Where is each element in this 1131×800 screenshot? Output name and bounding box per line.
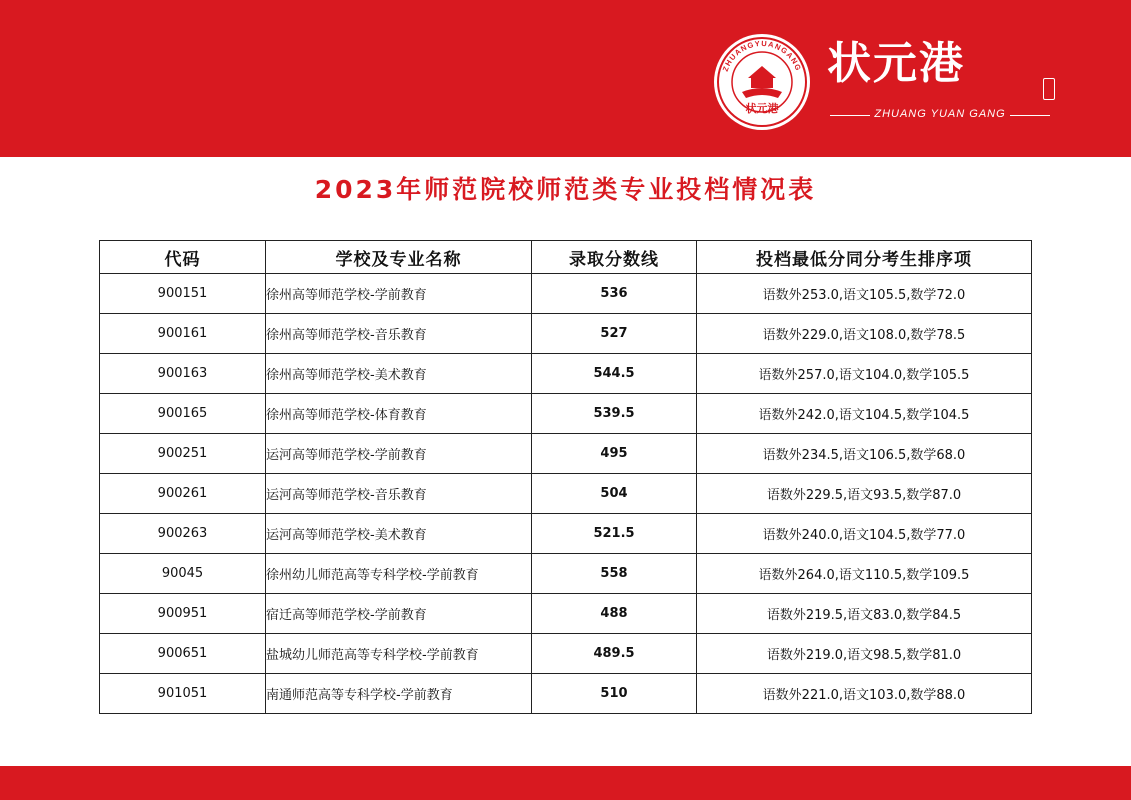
table-row xyxy=(100,514,1032,554)
brand-logo xyxy=(712,32,1072,132)
table-row xyxy=(100,274,1032,314)
cell-name: 南通师范高等专科学校-学前教育 xyxy=(266,674,532,714)
cell-code: 900261 xyxy=(100,474,266,514)
cell-code: 900161 xyxy=(100,314,266,354)
cell-name: 运河高等师范学校-学前教育 xyxy=(266,434,532,474)
cell-score: 510 xyxy=(532,674,697,714)
cell-rank: 语数外221.0,语文103.0,数学88.0 xyxy=(697,674,1032,714)
cell-score: 558 xyxy=(532,554,697,594)
cell-rank: 语数外229.0,语文108.0,数学78.5 xyxy=(697,314,1032,354)
header-code: 代码 xyxy=(100,241,266,274)
cell-name: 盐城幼儿师范高等专科学校-学前教育 xyxy=(266,634,532,674)
seal-name: 状元港 xyxy=(745,102,779,115)
cell-rank: 语数外240.0,语文104.5,数学77.0 xyxy=(697,514,1032,554)
cell-code: 901051 xyxy=(100,674,266,714)
table-row xyxy=(100,554,1032,594)
table-row xyxy=(100,354,1032,394)
cell-name: 运河高等师范学校-音乐教育 xyxy=(266,474,532,514)
table-row xyxy=(100,594,1032,634)
cell-rank: 语数外264.0,语文110.5,数学109.5 xyxy=(697,554,1032,594)
admission-table xyxy=(99,240,1032,714)
brand-name: 状元港 xyxy=(827,38,965,89)
table-row xyxy=(100,674,1032,714)
table-row xyxy=(100,394,1032,434)
cell-name: 徐州幼儿师范高等专科学校-学前教育 xyxy=(266,554,532,594)
cell-code: 90045 xyxy=(100,554,266,594)
table-row xyxy=(100,314,1032,354)
footer-band xyxy=(0,766,1131,800)
cell-rank: 语数外253.0,语文105.5,数学72.0 xyxy=(697,274,1032,314)
table-row xyxy=(100,634,1032,674)
brand-tag-icon xyxy=(1043,78,1055,100)
header-score: 录取分数线 xyxy=(532,241,697,274)
cell-name: 徐州高等师范学校-音乐教育 xyxy=(266,314,532,354)
cell-rank: 语数外234.5,语文106.5,数学68.0 xyxy=(697,434,1032,474)
cell-code: 900251 xyxy=(100,434,266,474)
cell-code: 900951 xyxy=(100,594,266,634)
cell-score: 488 xyxy=(532,594,697,634)
cell-name: 宿迁高等师范学校-学前教育 xyxy=(266,594,532,634)
table-row xyxy=(100,474,1032,514)
cell-name: 徐州高等师范学校-学前教育 xyxy=(266,274,532,314)
cell-score: 495 xyxy=(532,434,697,474)
header-rank: 投档最低分同分考生排序项 xyxy=(697,241,1032,274)
cell-code: 900165 xyxy=(100,394,266,434)
cell-score: 536 xyxy=(532,274,697,314)
cell-code: 900651 xyxy=(100,634,266,674)
cell-rank: 语数外219.5,语文83.0,数学84.5 xyxy=(697,594,1032,634)
cell-score: 521.5 xyxy=(532,514,697,554)
page-title: 2023年师范院校师范类专业投档情况表 xyxy=(314,175,817,204)
cell-rank: 语数外219.0,语文98.5,数学81.0 xyxy=(697,634,1032,674)
table-header-row xyxy=(100,241,1032,274)
cell-score: 539.5 xyxy=(532,394,697,434)
cell-rank: 语数外257.0,语文104.0,数学105.5 xyxy=(697,354,1032,394)
brand-pinyin: ZHUANG YUAN GANG xyxy=(830,108,1050,120)
seal-ring-text: ZHUANGYUANGANG xyxy=(720,38,804,73)
seal-icon xyxy=(712,32,812,132)
cell-code: 900151 xyxy=(100,274,266,314)
cell-score: 504 xyxy=(532,474,697,514)
table-row xyxy=(100,434,1032,474)
cell-name: 徐州高等师范学校-体育教育 xyxy=(266,394,532,434)
cell-code: 900263 xyxy=(100,514,266,554)
cell-score: 544.5 xyxy=(532,354,697,394)
cell-name: 运河高等师范学校-美术教育 xyxy=(266,514,532,554)
cell-score: 489.5 xyxy=(532,634,697,674)
cell-score: 527 xyxy=(532,314,697,354)
cell-name: 徐州高等师范学校-美术教育 xyxy=(266,354,532,394)
header-name: 学校及专业名称 xyxy=(266,241,532,274)
cell-rank: 语数外229.5,语文93.5,数学87.0 xyxy=(697,474,1032,514)
cell-code: 900163 xyxy=(100,354,266,394)
cell-rank: 语数外242.0,语文104.5,数学104.5 xyxy=(697,394,1032,434)
